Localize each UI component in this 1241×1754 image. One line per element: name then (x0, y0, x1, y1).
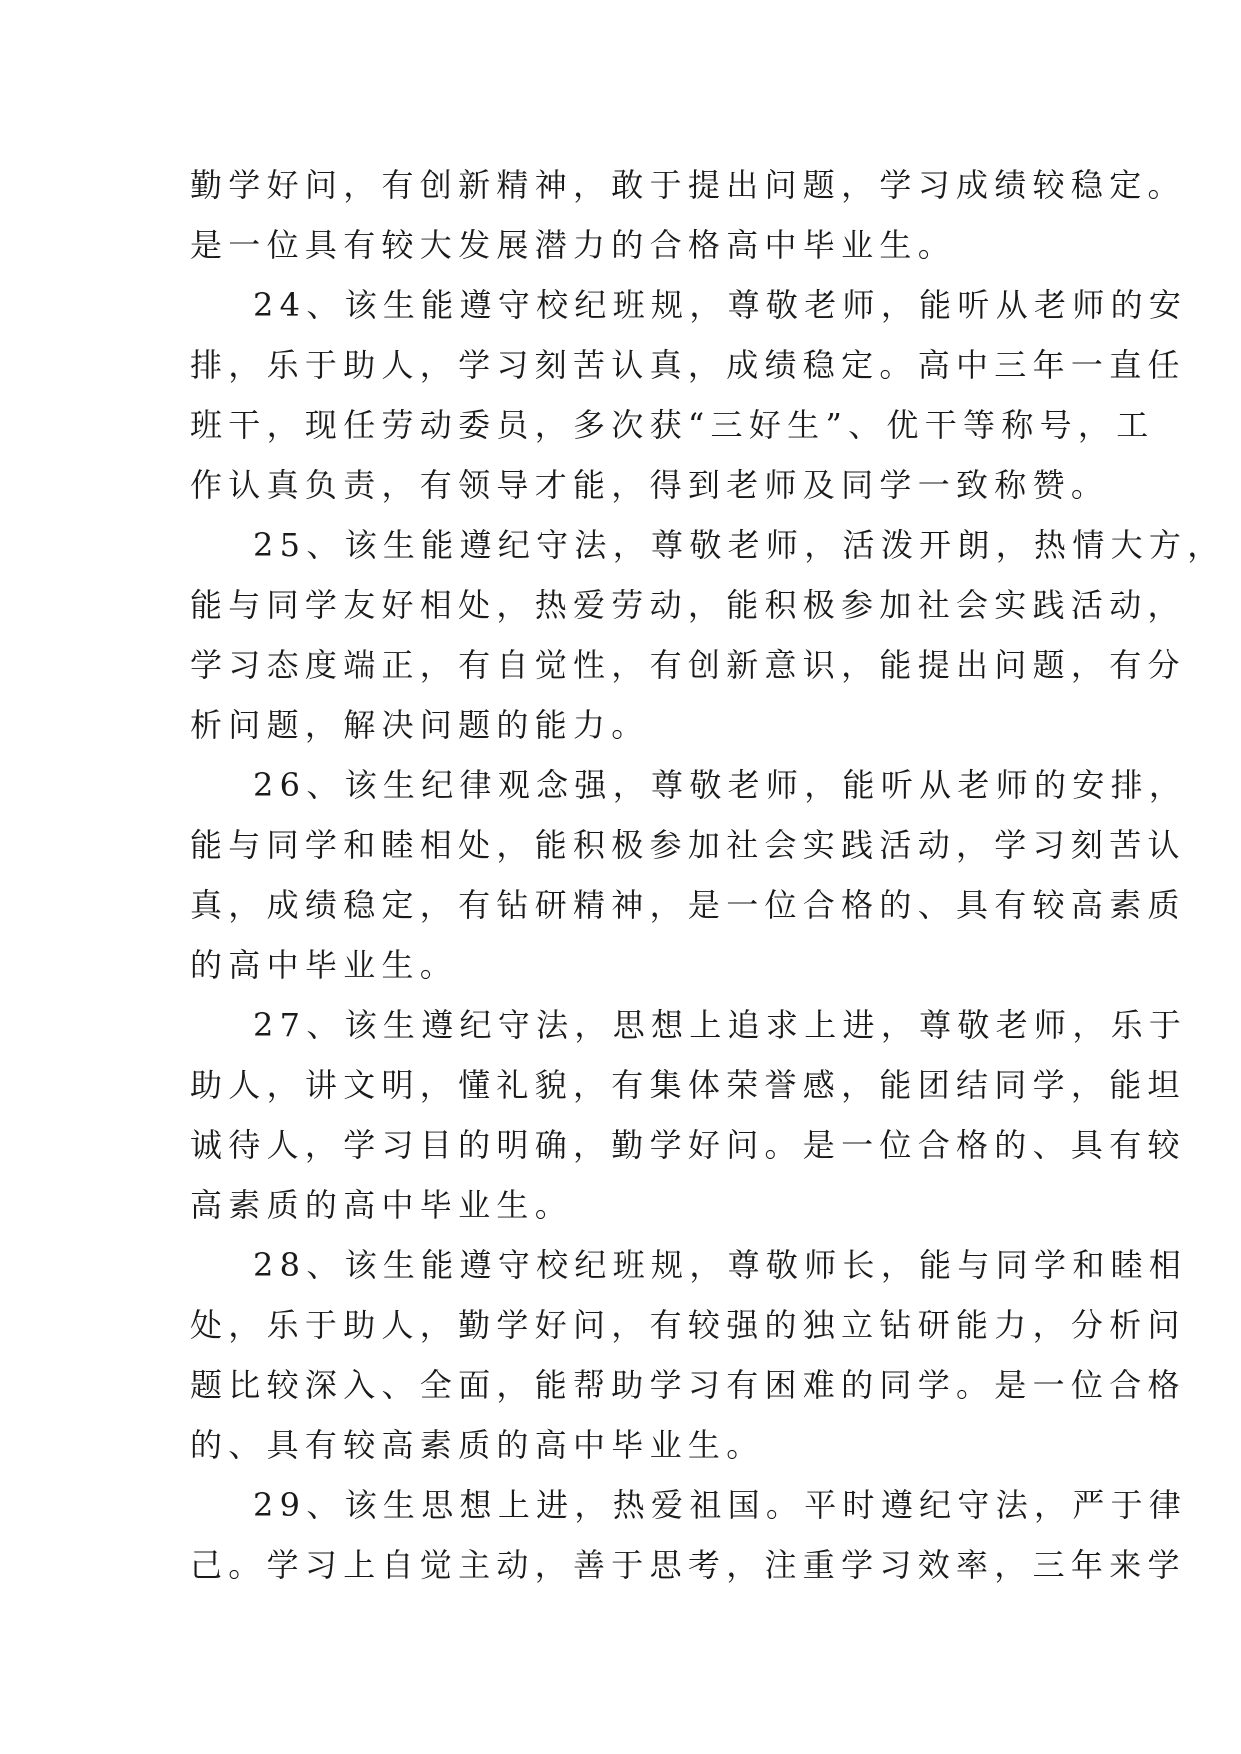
text-line: 诚待人，学习目的明确，勤学好问。是一位合格的、具有较 (190, 1126, 1186, 1164)
paragraph-28-first-line: 28、该生能遵守校纪班规，尊敬师长，能与同学和睦相 (253, 1246, 1188, 1284)
text-line: 能与同学和睦相处，能积极参加社会实践活动，学习刻苦认 (190, 826, 1186, 864)
text-line: 排，乐于助人，学习刻苦认真，成绩稳定。高中三年一直任 (190, 346, 1186, 384)
text-line: 勤学好问，有创新精神，敢于提出问题，学习成绩较稳定。 (190, 166, 1186, 204)
text-line: 学习态度端正，有自觉性，有创新意识，能提出问题，有分 (190, 646, 1186, 684)
text-line: 的、具有较高素质的高中毕业生。 (190, 1426, 765, 1464)
text-line: 班干，现任劳动委员，多次获“三好生”、优干等称号，工 (190, 406, 1155, 444)
text-line: 助人，讲文明，懂礼貌，有集体荣誉感，能团结同学，能坦 (190, 1066, 1186, 1104)
text-line: 是一位具有较大发展潜力的合格高中毕业生。 (190, 226, 957, 264)
paragraph-29-first-line: 29、该生思想上进，热爱祖国。平时遵纪守法，严于律 (253, 1486, 1188, 1524)
text-line: 己。学习上自觉主动，善于思考，注重学习效率，三年来学 (190, 1546, 1186, 1584)
text-line: 作认真负责，有领导才能，得到老师及同学一致称赞。 (190, 466, 1110, 504)
text-line: 析问题，解决问题的能力。 (190, 706, 650, 744)
text-line: 能与同学友好相处，热爱劳动，能积极参加社会实践活动， (190, 586, 1186, 624)
paragraph-26-first-line: 26、该生纪律观念强，尊敬老师，能听从老师的安排， (253, 766, 1188, 804)
paragraph-25-first-line: 25、该生能遵纪守法，尊敬老师，活泼开朗，热情大方， (253, 526, 1226, 564)
text-line: 真，成绩稳定，有钻研精神，是一位合格的、具有较高素质 (190, 886, 1186, 924)
text-line: 高素质的高中毕业生。 (190, 1186, 574, 1224)
text-line: 的高中毕业生。 (190, 946, 459, 984)
text-line: 题比较深入、全面，能帮助学习有困难的同学。是一位合格 (190, 1366, 1186, 1404)
paragraph-27-first-line: 27、该生遵纪守法，思想上追求上进，尊敬老师，乐于 (253, 1006, 1188, 1044)
paragraph-24-first-line: 24、该生能遵守校纪班规，尊敬老师，能听从老师的安 (253, 286, 1188, 324)
text-line: 处，乐于助人，勤学好问，有较强的独立钻研能力，分析问 (190, 1306, 1186, 1344)
